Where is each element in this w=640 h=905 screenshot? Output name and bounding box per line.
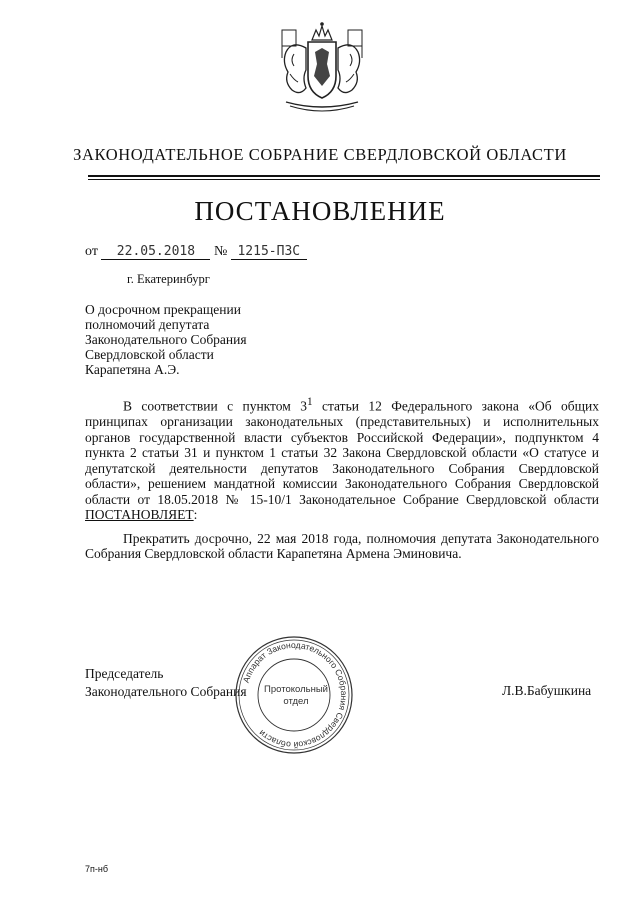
body-paragraph-decision: Прекратить досрочно, 22 мая 2018 года, полномочия депутата Законодательного Собрания Свердловской области Карапетяна Армена Эминовича. (85, 530, 599, 561)
document-subject (85, 302, 247, 377)
signatory-name: Л.В.Бабушкина (502, 683, 592, 698)
stamp-outer-text: Аппарат Законодательного Собрания Свердловской области (240, 639, 350, 751)
subject-line: Карапетяна А.Э. (85, 362, 180, 377)
document-number: 1215-ПЗС (231, 244, 307, 260)
resolve-word: ПОСТАНОВЛЯЕТ (85, 507, 194, 522)
subject-line: Законодательного Собрания (85, 332, 247, 347)
city: г. Екатеринбург (127, 272, 210, 286)
document-body (85, 395, 599, 570)
subject-line: Свердловской области (85, 347, 214, 362)
subject-line: полномочий депутата (85, 317, 210, 332)
stamp-inner-line1: Протокольный (264, 684, 328, 695)
header-rule-thick (88, 175, 600, 177)
number-prefix: № (213, 244, 228, 259)
footer-code: 7п-нб (85, 864, 109, 874)
coat-of-arms-icon (272, 18, 372, 118)
organization-name: ЗАКОНОДАТЕЛЬНОЕ СОБРАНИЕ СВЕРДЛОВСКОЙ ОБЛАСТИ (73, 145, 567, 164)
signatory-title: Председатель Законодательного Собрания (85, 666, 247, 699)
official-stamp (232, 633, 356, 757)
date-number-line (85, 244, 307, 260)
stamp-inner-line2: отдел (283, 696, 309, 707)
body-paragraph-basis: В соответствии с пунктом $3^1$ статьи 12 Федерального закона «Об общих принципах организации законодательных (представительных) и исполнительных органов государственной власти субъектов Российской Федерации», подпунктом 4 пункта 2 статьи 31 и пунктом 1 статьи 32 Закона Свердловской области «О статусе и депутатской деятельности депутатов Законодательного Собрания Свердловской области», решением мандатной комиссии Законодательного Собрания Свердловской области от 18.05.2018 № 15-10/1 Законодательное Собрание Свердловской области ПОСТАНОВЛЯЕТ: (85, 396, 599, 522)
header-rule-thin (88, 179, 600, 180)
date-prefix: от (85, 244, 98, 259)
document-type-title: ПОСТАНОВЛЕНИЕ (194, 196, 446, 226)
document-date: 22.05.2018 (101, 244, 210, 260)
subject-line: О досрочном прекращении (85, 302, 241, 317)
